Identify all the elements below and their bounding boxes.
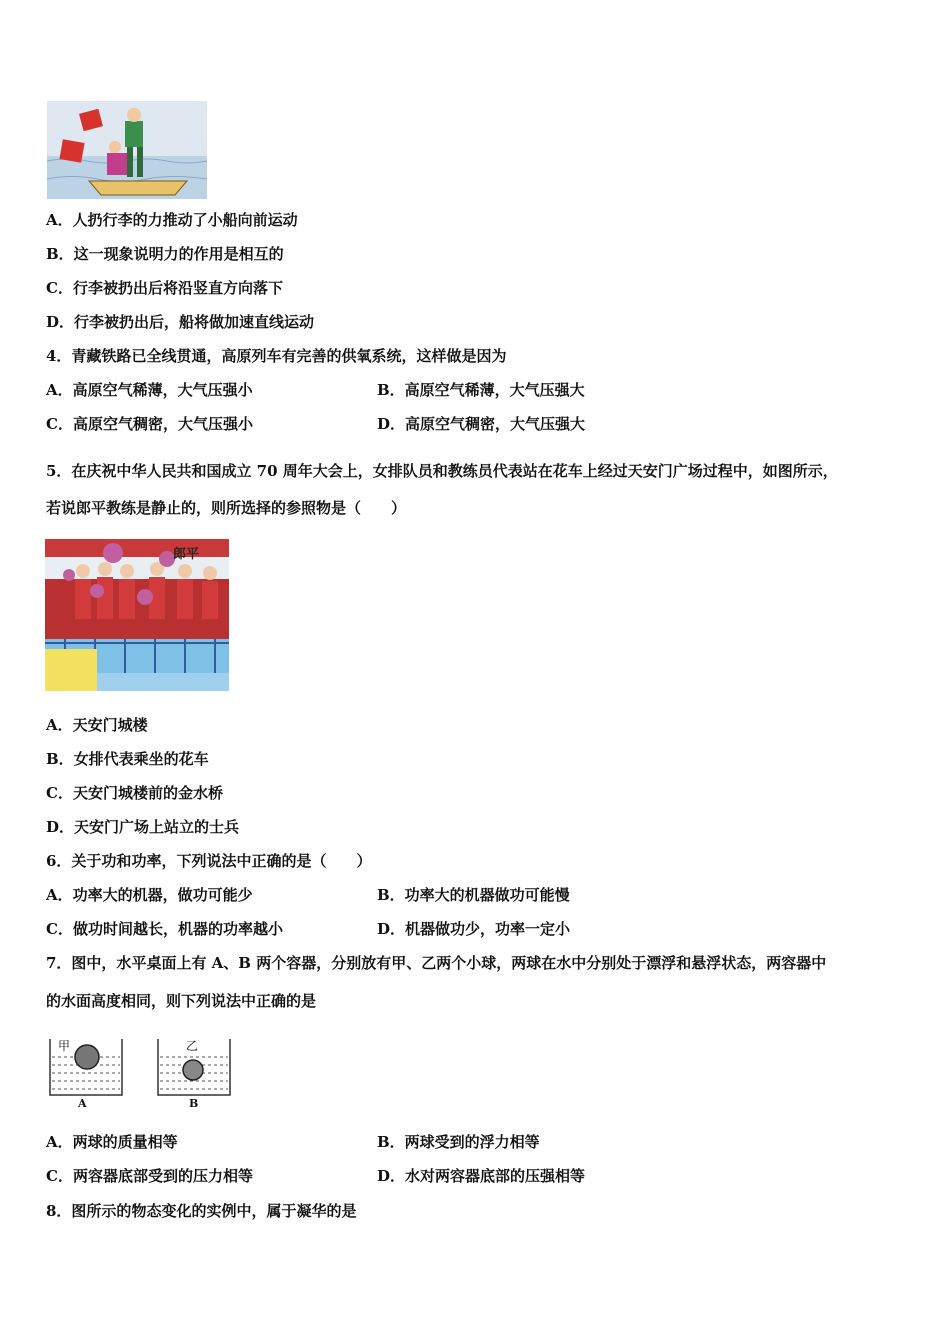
q5-option-a: A．天安门城楼 [46,716,148,734]
q6-option-c: C．做功时间越长，机器的功率越小 [46,920,283,938]
q4-option-c: C．高原空气稠密，大气压强小 [46,415,253,433]
q4-option-a: A．高原空气稀薄，大气压强小 [46,381,253,399]
q5-stem-line1: 5．在庆祝中华人民共和国成立 70 周年大会上，女排队员和教练员代表站在花车上经过天安门广场过程中，如图所示， [46,462,838,480]
q3-option-b: B．这一现象说明力的作用是相互的 [46,245,284,263]
q5-option-b: B．女排代表乘坐的花车 [46,750,209,768]
photo-caption: 郎平 [173,547,200,562]
ball-jia [75,1045,99,1069]
q7-option-a: A．两球的质量相等 [46,1133,178,1151]
container-a-label: A [78,1097,87,1110]
q6-option-d: D．机器做功少，功率一定小 [377,920,571,938]
q4-option-d: D．高原空气稠密，大气压强大 [377,415,586,433]
q7-option-c: C．两容器底部受到的压力相等 [46,1167,253,1185]
q3-option-a: A．人扔行李的力推动了小船向前运动 [46,211,298,229]
q8-stem: 8．图所示的物态变化的实例中，属于凝华的是 [46,1202,357,1220]
boat-luggage-illustration [47,101,207,199]
ball-a-label: 甲 [58,1039,71,1053]
q7-option-b: B．两球受到的浮力相等 [377,1133,540,1151]
q3-option-d: D．行李被扔出后，船将做加速直线运动 [46,313,315,331]
volleyball-float-photo [45,539,229,691]
q6-option-a: A．功率大的机器，做功可能少 [46,886,253,904]
ball-yi [183,1060,203,1080]
container-b-label: B [189,1097,199,1110]
ball-b-label: 乙 [186,1039,199,1053]
q7-stem-line1: 7．图中，水平桌面上有 A、B 两个容器，分别放有甲、乙两个小球，两球在水中分别处于漂浮和悬浮状态，两容器中 [46,954,827,972]
q5-option-c: C．天安门城楼前的金水桥 [46,784,223,802]
q6-stem: 6．关于功和功率，下列说法中正确的是（ ） [46,852,372,870]
q5-option-d: D．天安门广场上站立的士兵 [46,818,240,836]
q4-stem: 4．青藏铁路已全线贯通，高原列车有完善的供氧系统，这样做是因为 [46,347,507,365]
containers-figure [46,1033,236,1113]
q4-option-b: B．高原空气稀薄，大气压强大 [377,381,585,399]
q7-option-d: D．水对两容器底部的压强相等 [377,1167,586,1185]
q7-stem-line2: 的水面高度相同，则下列说法中正确的是 [46,992,317,1010]
q5-stem-line2: 若说郎平教练是静止的，则所选择的参照物是（ ） [46,499,407,517]
q3-option-c: C．行李被扔出后将沿竖直方向落下 [46,279,283,297]
q6-option-b: B．功率大的机器做功可能慢 [377,886,570,904]
